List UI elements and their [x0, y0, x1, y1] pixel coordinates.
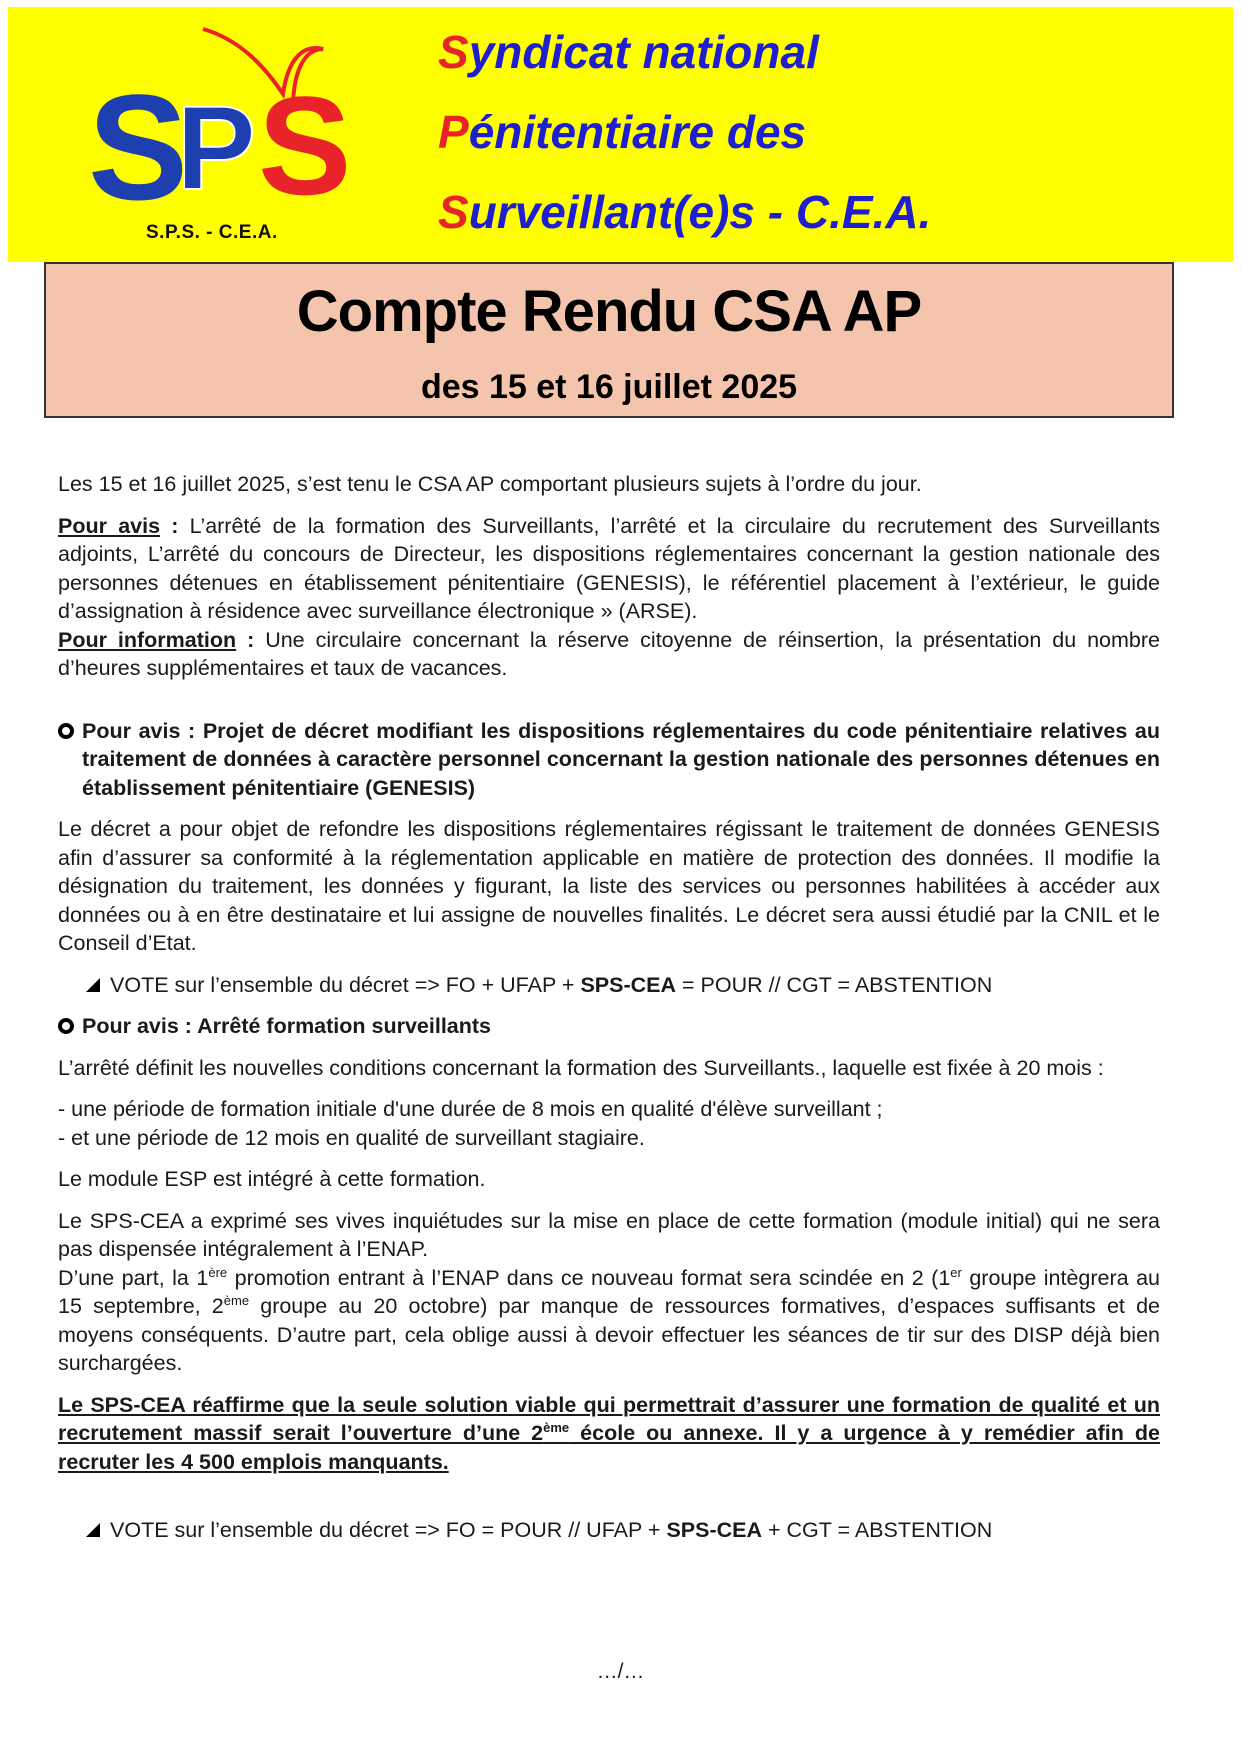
- svg-text:P: P: [176, 81, 257, 215]
- list-item: - et une période de 12 mois en qualité de surveillant stagiaire.: [58, 1125, 645, 1150]
- page-continued-marker: …/…: [596, 1660, 645, 1683]
- triangle-bullet-icon: [86, 978, 100, 992]
- agenda-paragraph: Pour avis : L’arrêté de la formation des Surveillants, l’arrêté et la circulaire du recrutement des Surveillants adjoints, L’arrêté du concours de Directeur, les dispositions réglementaires concernant la gestion nationale des personnes détenues en établissement pénitentiaire (GENESIS), le référentiel placement à l’extérieur, le guide d’assignation à résidence avec surveillance électronique » (ARSE). Pour information : Une circulaire concernant la réserve citoyenne de réinsertion, la présentation du nombre d’heures supplémentaires et taux de vacances.: [58, 513, 1161, 680]
- org-name-line-1: Syndicat national: [438, 26, 819, 78]
- header-band: [8, 7, 1233, 262]
- section-1-heading: Pour avis : Projet de décret modifiant les dispositions réglementaires du code pénitentiaire relatives au traitement de données à caractère personnel concernant la gestion nationale des personnes détenues en établissement pénitentiaire (GENESIS): [58, 717, 1160, 803]
- circle-bullet-icon: [58, 1018, 74, 1034]
- section-2-heading: Pour avis : Arrêté formation surveillants: [58, 1012, 1160, 1041]
- section-2-conclusion: Le SPS-CEA réaffirme que la seule solution viable qui permettrait d’assurer une formation de qualité et un recrutement massif serait l’ouverture d’une 2ème école ou annexe. Il y a urgence à y remédier afin de recruter les 4 500 emplois manquants.: [58, 1392, 1160, 1474]
- document-body: [58, 470, 1160, 1558]
- sps-logo: [88, 19, 378, 254]
- triangle-bullet-icon: [86, 1523, 100, 1537]
- section-1-vote: VOTE sur l’ensemble du décret => FO + UFAP + SPS-CEA = POUR // CGT = ABSTENTION: [86, 971, 1160, 1000]
- section-1-body: Le décret a pour objet de refondre les dispositions réglementaires régissant le traitement de données GENESIS afin d’assurer sa conformité à la réglementation applicable en matière de protection des données. Il modifie la désignation du traitement, les données y figurant, la liste des services ou personnes habilitées à accéder aux données ou à en être destinataire et lui assigne de nouvelles finalités. Le décret sera aussi étudié par la CNIL et le Conseil d’Etat.: [58, 817, 1160, 955]
- intro-paragraph: Les 15 et 16 juillet 2025, s’est tenu le CSA AP comportant plusieurs sujets à l’ordre du jour.: [58, 472, 922, 496]
- section-2-vote: VOTE sur l’ensemble du décret => FO = POUR // UFAP + SPS-CEA + CGT = ABSTENTION: [86, 1516, 1160, 1545]
- section-2-intro: L’arrêté définit les nouvelles conditions concernant la formation des Surveillants., laquelle est fixée à 20 mois :: [58, 1055, 1104, 1080]
- section-2-concerns: Le SPS-CEA a exprimé ses vives inquiétudes sur la mise en place de cette formation (module initial) qui ne sera pas dispensée intégralement à l’ENAP. D’une part, la 1ère promotion entrant à l’ENAP dans ce nouveau format sera scindée en 2 (1er groupe intègrera au 15 septembre, 2ème groupe au 20 octobre) par manque de ressources formatives, d’espaces suffisants et de moyens conséquents. D’autre part, cela oblige aussi à devoir effectuer les séances de tir sur des DISP déjà bien surchargées.: [58, 1208, 1161, 1375]
- org-name-line-3: Surveillant(e)s - C.E.A.: [438, 186, 932, 238]
- svg-text:S: S: [88, 63, 189, 231]
- document-title: Compte Rendu CSA AP: [296, 279, 922, 344]
- document-subtitle: des 15 et 16 juillet 2025: [420, 368, 798, 406]
- section-2-esp: Le module ESP est intégré à cette formation.: [58, 1167, 486, 1191]
- logo-caption: S.P.S. - C.E.A.: [146, 222, 278, 243]
- org-name-line-2: Pénitentiaire des: [438, 106, 807, 158]
- list-item: - une période de formation initiale d'une durée de 8 mois en qualité d'élève surveillant ;: [58, 1097, 883, 1121]
- circle-bullet-icon: [58, 723, 74, 739]
- title-box: [44, 262, 1174, 418]
- svg-text:S: S: [258, 67, 352, 224]
- section-2-list: [58, 1095, 1160, 1152]
